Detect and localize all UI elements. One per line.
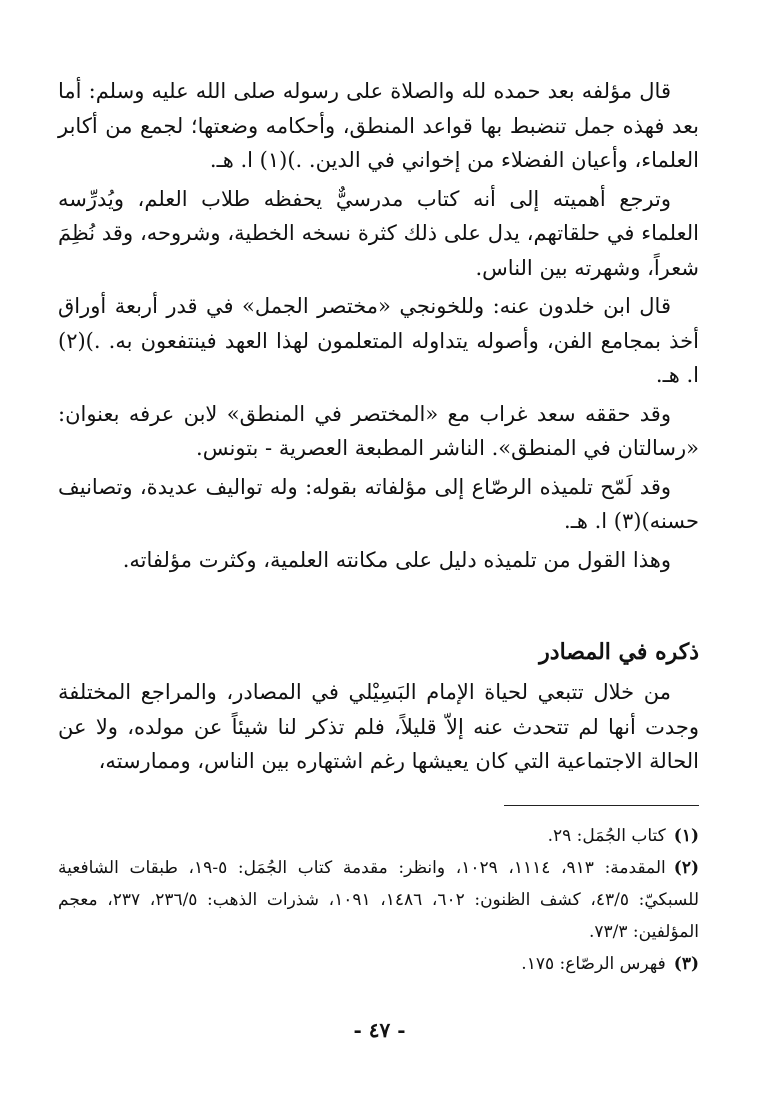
- body-paragraph: وترجع أهميته إلى أنه كتاب مدرسيٌّ يحفظه طلاب العلم، ويُدرِّسه العلماء في حلقاتهم، يدل على ذلك كثرة نسخه الخطية، وشروحه، وقد نُظِمَ شعراً، وشهرته بين الناس.: [58, 186, 699, 280]
- section-heading: ذكره في المصادر: [539, 639, 699, 665]
- footnote-text: فهرس الرصّاع: ١٧٥.: [521, 953, 666, 974]
- footnote: [58, 820, 699, 852]
- body-paragraph: قال ابن خلدون عنه: وللخونجي «مختصر الجمل» في قدر أربعة أوراق أخذ بمجامع الفن، وأصوله يتداوله المتعلمون لهذا العهد فينتفعون به. .)(٢) ا. هـ.: [58, 294, 699, 387]
- body-paragraph: وقد حققه سعد غراب مع «المختصر في المنطق» لابن عرفه بعنوان: «رسالتان في المنطق». الناشر المطبعة العصرية - بتونس.: [58, 401, 699, 460]
- footnote-number: (٣): [673, 953, 699, 974]
- body-paragraph: قال مؤلفه بعد حمده لله والصلاة على رسوله صلى الله عليه وسلم: أما بعد فهذه جمل تنضبط بها قواعد المنطق، وأحكامه وضعتها؛ لجمع من أكابر العلماء، وأعيان الفضلاء من إخواني في الدين. .)(١) ا. هـ.: [58, 79, 699, 172]
- footnote-text: كتاب الجُمَل: ٢٩.: [547, 825, 666, 846]
- footnote: [58, 948, 699, 980]
- body-paragraph: وهذا القول من تلميذه دليل على مكانته العلمية، وكثرت مؤلفاته.: [122, 547, 671, 572]
- footnote-divider: [504, 805, 699, 806]
- page-number: - ٤٧ -: [353, 1018, 406, 1042]
- body-paragraph: وقد لَمّح تلميذه الرصّاع إلى مؤلفاته بقوله: وله تواليف عديدة، وتصانيف حسنه)(٣) ا. هـ.: [58, 474, 699, 533]
- footnote-text: المقدمة: ٩١٣، ١١١٤، ١٠٢٩، وانظر: مقدمة كتاب الجُمَل: ٥-١٩، طبقات الشافعية للسبكيّ: ٤٣/٥، كشف الظنون: ٦٠٢، ١٤٨٦، ١٠٩١، شذرات الذهب: ٢٣٦/٥، ٢٣٧، معجم المؤلفين: ٧٣/٣.: [58, 857, 699, 942]
- footnote-number: (٢): [673, 857, 700, 878]
- section-paragraph: من خلال تتبعي لحياة الإمام البَسِيْلي في المصادر، والمراجع المختلفة وجدت أنها لم تتحدث عنه إلاّ قليلاً، فلم تذكر لنا شيئاً عن مولده، ولا عن الحالة الاجتماعية التي كان يعيشها رغم اشتهاره بين الناس، وممارسته،: [58, 680, 699, 773]
- footnote: [58, 852, 699, 948]
- footnote-number: (١): [673, 825, 699, 846]
